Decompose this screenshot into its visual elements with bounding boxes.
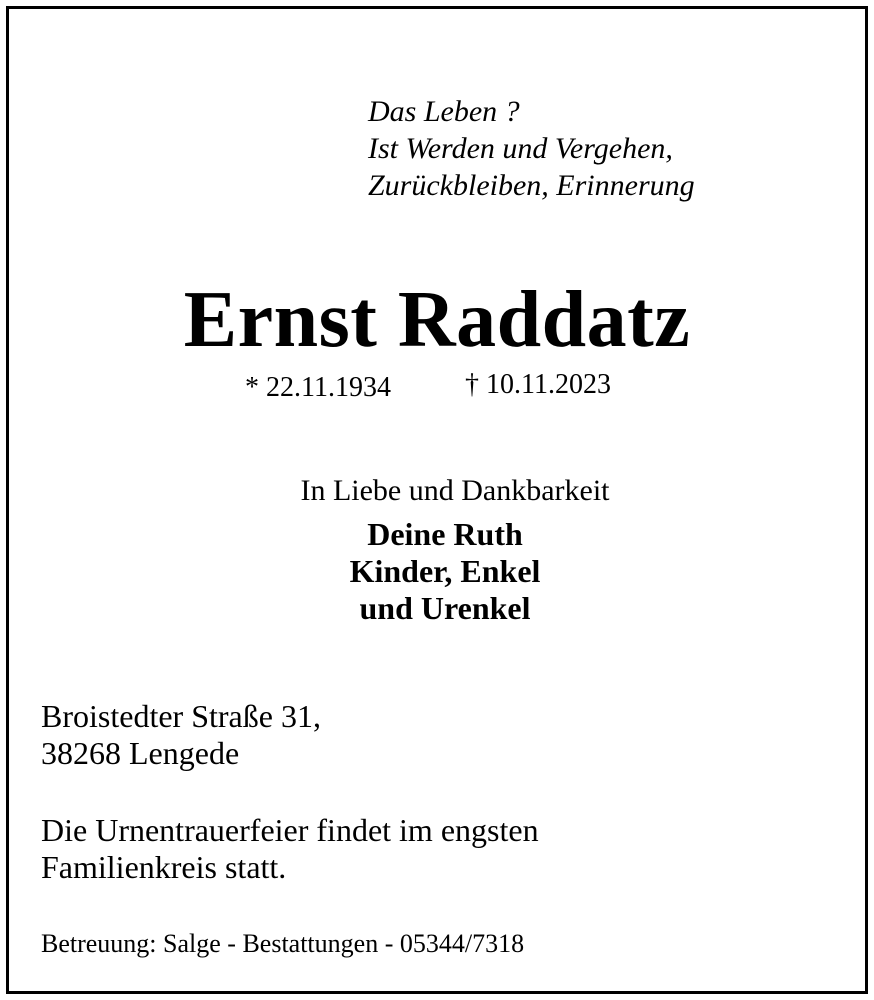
mourner-line-2: Kinder, Enkel	[349, 553, 541, 589]
deceased-name: Ernst Raddatz	[183, 276, 691, 364]
address-block	[41, 698, 321, 772]
mourners-intro: In Liebe und Dankbarkeit	[300, 474, 610, 507]
ceremony-line-2: Familienkreis statt.	[41, 849, 287, 885]
funeral-home-contact: Betreuung: Salge - Bestattungen - 05344/7318	[41, 929, 525, 958]
ceremony-note	[41, 812, 539, 886]
mourner-line-3: und Urenkel	[359, 590, 531, 626]
birth-date: * 22.11.1934	[245, 372, 391, 403]
poem-line-2: Ist Werden und Vergehen,	[368, 132, 673, 165]
poem-quote	[368, 93, 695, 204]
mourners-list	[0, 516, 874, 627]
mourner-line-1: Deine Ruth	[367, 516, 523, 552]
address-street: Broistedter Straße 31,	[41, 698, 321, 734]
death-date: † 10.11.2023	[465, 369, 611, 400]
poem-line-3: Zurückbleiben, Erinnerung	[368, 169, 695, 202]
address-city: 38268 Lengede	[41, 735, 240, 771]
poem-line-1: Das Leben ?	[368, 95, 520, 128]
ceremony-line-1: Die Urnentrauerfeier findet im engsten	[41, 812, 539, 848]
